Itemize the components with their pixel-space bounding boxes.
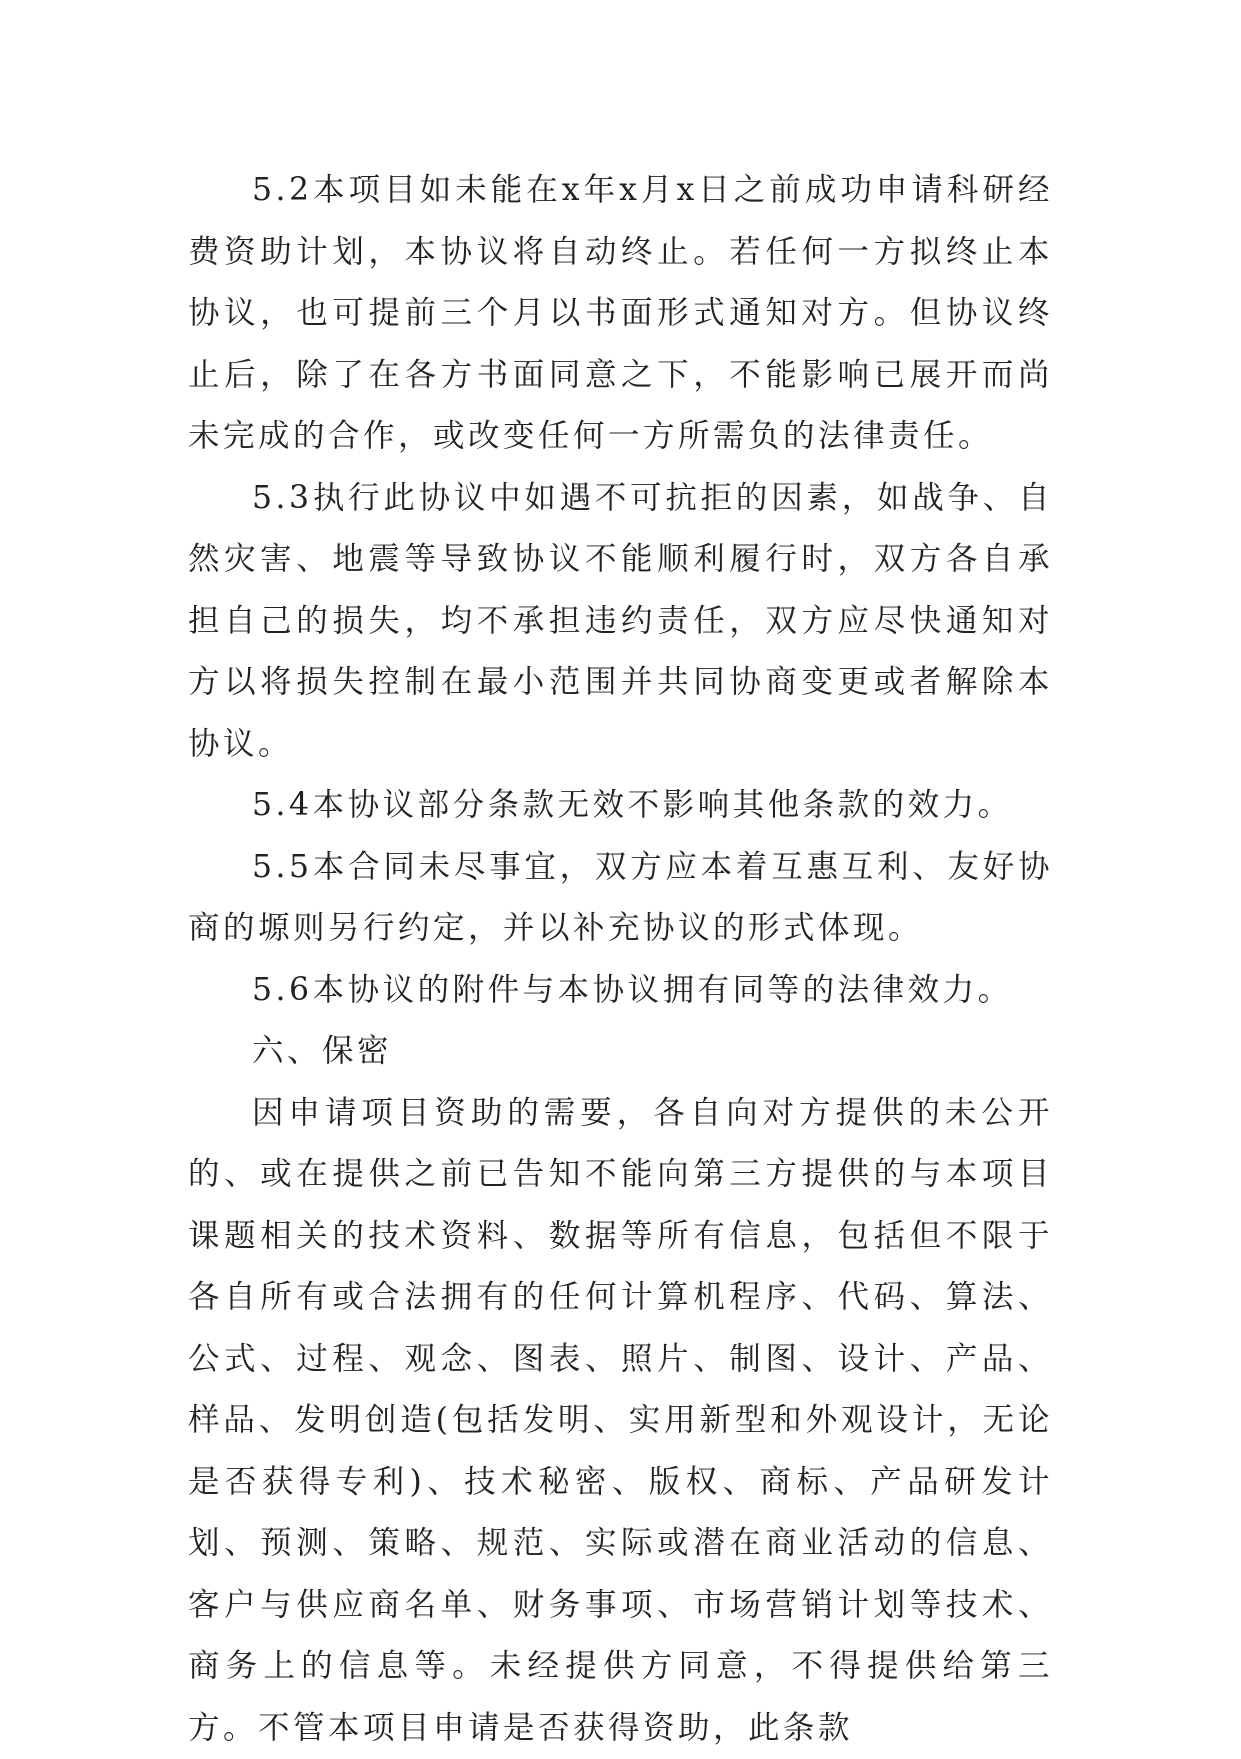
paragraph-confidentiality-body: 因申请项目资助的需要，各自向对方提供的未公开的、或在提供之前已告知不能向第三方提供的与本项目课题相关的技术资料、数据等所有信息，包括但不限于各自所有或合法拥有的任何计算机程序、代码、算法、公式、过程、观念、图表、照片、制图、设计、产品、样品、发明创造(包括发明、实用新型和外观设计，无论是否获得专利)、技术秘密、版权、商标、产品研发计划、预测、策略、规范、实际或潜在商业活动的信息、客户与供应商名单、财务事项、市场营销计划等技术、商务上的信息等。未经提供方同意，不得提供给第三方。不管本项目申请是否获得资助，此条款 xyxy=(188,1083,1053,1759)
paragraph-clause-5-5: 5.5本合同未尽事宜，双方应本着互惠互利、友好协商的塬则另行约定，并以补充协议的形式体现。 xyxy=(188,837,1053,960)
paragraph-clause-5-4: 5.4本协议部分条款无效不影响其他条款的效力。 xyxy=(188,775,1053,837)
section-heading-confidentiality: 六、保密 xyxy=(188,1021,1053,1083)
paragraph-clause-5-3: 5.3执行此协议中如遇不可抗拒的因素，如战争、自然灾害、地震等导致协议不能顺利履行时，双方各自承担自己的损失，均不承担违约责任，双方应尽快通知对方以将损失控制在最小范围并共同协商变更或者解除本协议。 xyxy=(188,468,1053,776)
paragraph-clause-5-2: 5.2本项目如未能在x年x月x日之前成功申请科研经费资助计划，本协议将自动终止。若任何一方拟终止本协议，也可提前三个月以书面形式通知对方。但协议终止后，除了在各方书面同意之下，不能影响已展开而尚未完成的合作，或改变任何一方所需负的法律责任。 xyxy=(188,160,1053,468)
document-body xyxy=(188,160,1053,1759)
paragraph-clause-5-6: 5.6本协议的附件与本协议拥有同等的法律效力。 xyxy=(188,960,1053,1022)
